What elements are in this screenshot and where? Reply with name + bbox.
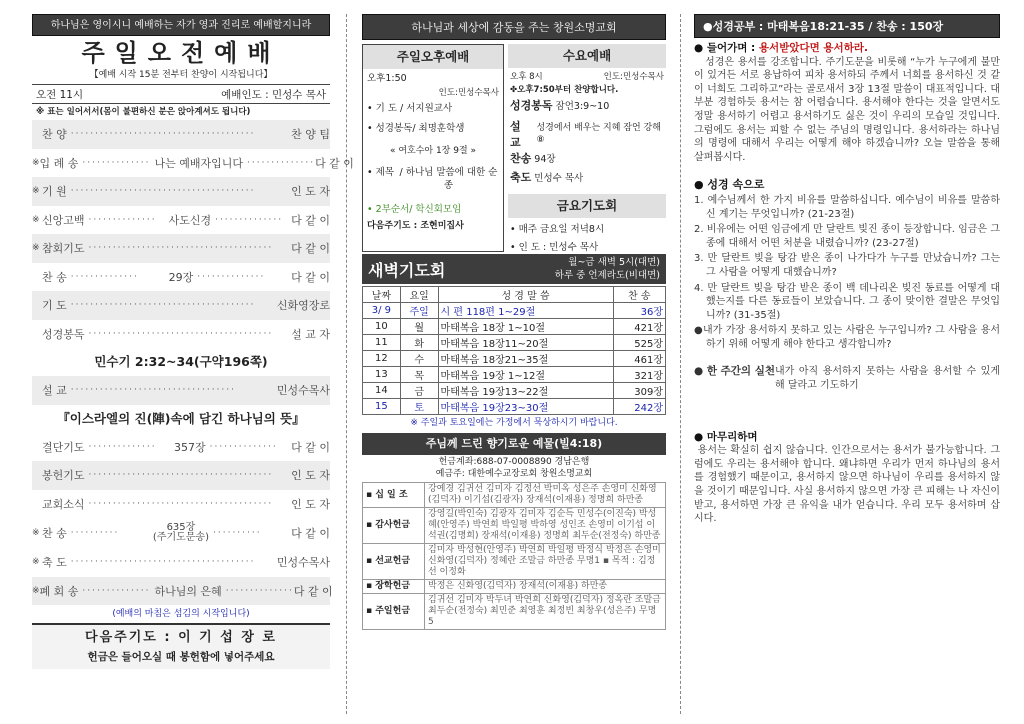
- schedule-cell: 시 편 118편 1~29절: [438, 303, 613, 319]
- question-list: [694, 194, 1000, 352]
- offering-type: ▪ 선교헌금: [363, 544, 425, 580]
- offering-row: [363, 508, 666, 544]
- friday-prayer-time: • 매주 금요일 저녁8시: [510, 224, 605, 235]
- order-list: [32, 120, 354, 348]
- order-label: 설 교: [42, 384, 67, 398]
- subtitle: 【예배 시작 15분 전부터 찬양이 시작됩니다】: [89, 70, 273, 80]
- service-info: [32, 84, 330, 104]
- schedule-cell: 마태복음 19장23~30절: [438, 399, 613, 415]
- order-value: 설 교 자: [291, 327, 330, 341]
- order-value: 다 같 이: [291, 242, 330, 256]
- schedule-header: 찬 송: [613, 287, 665, 303]
- offering-names: 김귀선 김미자 박두녀 박연희 신화영(김덕자) 정옥란 조말금 최두순(전정숙) 최민준 최영훈 최정빈 최창우(성은주) 무명5: [425, 594, 666, 630]
- leader-dots: ······································: [70, 557, 256, 568]
- order-row: ※ 폐 회 송 ·············· 하나님의 은혜 ·············· 다 같 이: [32, 577, 330, 606]
- account-holder: 예금주: 대한예수교장로회 창원소명교회: [435, 469, 593, 479]
- order-value: 다 같 이: [293, 584, 333, 598]
- scripture-reference: 민수기 2:32~34(구약196쪽): [94, 354, 268, 369]
- dawn-prayer-header: [362, 254, 666, 284]
- order-row: [32, 490, 330, 519]
- schedule-cell: 화: [400, 335, 438, 351]
- schedule-cell: 15: [363, 399, 401, 415]
- order-label: 결단기도: [42, 440, 85, 454]
- end-note: (예배의 마침은 섬김의 시작입니다): [112, 609, 250, 619]
- scripture-line: 성경봉독 잠언3:9~10: [510, 99, 610, 112]
- offering-title: 주님께 드린 향기로운 예물(빌4:18): [362, 433, 666, 455]
- leader-dots: ··········: [213, 528, 262, 538]
- order-value: 인 도 자: [291, 185, 330, 199]
- order-value: 인 도 자: [291, 469, 330, 483]
- order-value: 찬 양 팀: [291, 128, 330, 142]
- schedule-row: [363, 383, 666, 399]
- schedule-cell: 321장: [613, 367, 665, 383]
- service-leader: 예배인도 : 민성수 목사: [221, 89, 326, 101]
- wednesday-service: [508, 44, 666, 252]
- order-row: [32, 461, 330, 490]
- order-label: 찬 양: [42, 128, 67, 142]
- friday-prayer-leader: • 인 도 : 민성수 목사: [510, 242, 599, 253]
- schedule-header: 성 경 말 씀: [438, 287, 613, 303]
- order-value: 신화영장로: [276, 299, 330, 313]
- offering-type: ▪ 장학헌금: [363, 580, 425, 594]
- order-label: 교회소식: [42, 497, 85, 511]
- order-value: 인 도 자: [291, 497, 330, 511]
- service-leader: 인도:민성수목사: [603, 72, 664, 82]
- offering-row: [363, 544, 666, 580]
- offering-type: ▪ 감사헌금: [363, 508, 425, 544]
- order-row-hymn: ※ 찬 송 ·········· 635장 (주기도문송) ·········· 다 같 이: [32, 522, 331, 543]
- offering-row: [363, 580, 666, 594]
- leader-dots: ··············: [247, 157, 316, 168]
- study-question: ●내가 가장 용서하지 못하고 있는 사람은 누구입니까? 그 사람을 용서하기 위해 어떻게 해야 한다고 생각합니까?: [694, 325, 1000, 350]
- hymn-line: 찬송 94장: [510, 152, 556, 165]
- offering-names: 김미자 박성현(안영주) 박연희 박일평 박정식 박정은 손영미 신화영(김덕자) 정혜란 조말금 하만종 무명1 ▪ 목적 : 김정선 이정화: [425, 544, 666, 580]
- service-time: 오후 8시: [510, 72, 543, 82]
- service-leader: 인도:민성수목사: [438, 88, 499, 98]
- order-item: 사도신경: [168, 213, 212, 227]
- next-prayer: 다음주기도 : 조현미집사: [367, 221, 464, 231]
- intro-highlight: 용서받았다면 용서하라.: [758, 42, 868, 54]
- schedule-cell: 마태복음 19장13~22절: [438, 383, 613, 399]
- order-list-2: [32, 433, 330, 519]
- sunday-afternoon-service: [362, 44, 504, 252]
- schedule-cell: 13: [363, 367, 401, 383]
- closing-body: 용서는 확실히 쉽지 않습니다. 인간으로서는 용서가 불가능합니다. 그럼에도 우리는 용서해야 합니다. 왜냐하면 우리가 먼저 하나님의 용서를 경험했기 때문이고, 용서하지 않으면 하나님이 우리를 용서하지 않을 것이기 때문입니다. 사실 용서하지 않으면 가장 큰 피해는 나 자신이 받고, 용서하면 가장 큰 유익을 내가 얻습니다. 우리 모두 용서하며 삽시다.: [694, 445, 1004, 525]
- hymn-number: 635장: [166, 522, 196, 533]
- leader-dots: ··································: [70, 385, 237, 396]
- intro-section: [694, 42, 1004, 164]
- scripture-reference: « 여호수아 1장 9절 »: [389, 146, 477, 156]
- order-row: ※ 신앙고백 ·············· 사도신경 ·············· 다 같 이: [32, 213, 330, 227]
- schedule-cell: 461장: [613, 351, 665, 367]
- church-info-column: [362, 14, 666, 714]
- friday-prayer-title: 금요기도회: [508, 194, 666, 218]
- offering-note: 헌금은 들어오실 때 봉헌함에 넣어주세요: [87, 651, 275, 663]
- account-number: 헌금계좌:688-07-0008890 경남은행: [438, 457, 590, 467]
- leader-dots: ······································: [88, 470, 274, 481]
- church-banner: 하나님과 세상에 감동을 주는 창원소명교회: [362, 14, 666, 40]
- leader-dots: ··············: [82, 585, 151, 596]
- order-row: [32, 291, 330, 320]
- order-label: 폐 회 송: [39, 584, 79, 598]
- order-row: [32, 263, 330, 292]
- practice-body: 내가 아직 용서하지 못하는 사람을 용서할 수 있게 해 달라고 기도하기: [775, 366, 1000, 392]
- scripture-reader: • 성경봉독/ 최명훈학생: [367, 123, 465, 134]
- offering-row: [363, 594, 666, 630]
- leader-dots: ······································: [70, 129, 256, 140]
- prayer-leader: • 기 도 / 서지원교사: [367, 103, 453, 114]
- offering-type: ▪ 십 일 조: [363, 483, 425, 508]
- study-question: 2. 비유에는 어떤 임금에게 만 달란트 빚진 종이 등장합니다. 임금은 그 종에 대해서 어떤 처분을 내렸습니까? (23-27절): [694, 224, 1000, 249]
- order-row: [32, 320, 330, 349]
- schedule-row: [363, 319, 666, 335]
- leader-dots: ··············: [225, 585, 294, 596]
- dawn-schedule-table: [362, 286, 666, 415]
- schedule-cell: 수: [400, 351, 438, 367]
- order-item: 하나님의 은혜: [154, 584, 222, 598]
- leader-dots: ··············: [215, 214, 284, 225]
- order-row-sermon: [32, 376, 330, 405]
- schedule-cell: 월: [400, 319, 438, 335]
- schedule-cell: 11: [363, 335, 401, 351]
- schedule-cell: 3/ 9: [363, 303, 401, 319]
- schedule-cell: 242장: [613, 399, 665, 415]
- order-label: 기 원: [42, 185, 67, 199]
- order-list-3: [32, 548, 333, 605]
- offering-row: [363, 483, 666, 508]
- sermon-topic: • 제목 / 하나님 말씀에 대한 순종: [367, 167, 498, 191]
- order-value: 민성수목사: [276, 556, 330, 570]
- order-label: 기 도: [42, 299, 67, 313]
- schedule-cell: 주일: [400, 303, 438, 319]
- standing-note: ※ 표는 일어서서(몸이 불편하신 분은 앉아계셔도 됩니다): [36, 107, 251, 117]
- next-week-box: [32, 623, 330, 669]
- section-title: 수요예배: [508, 44, 666, 68]
- worship-start-note: ✤오후7:50부터 찬양합니다.: [510, 85, 619, 95]
- study-question: 3. 만 달란트 빚을 탕감 받은 종이 나가다가 누구를 만났습니까? 그는 그 사람을 어떻게 대했습니까?: [694, 253, 1000, 278]
- order-item: 29장: [168, 270, 194, 284]
- leader-dots: ··············: [88, 214, 157, 225]
- sermon-title: 『이스라엘의 진(陣)속에 담긴 하나님의 뜻』: [57, 410, 305, 426]
- sermon-line: 설교 성경에서 배우는 지혜 잠언 강해⑧: [510, 120, 661, 149]
- service-time: 오후1:50: [367, 73, 407, 84]
- intro-title: ● 들어가며 :: [694, 42, 759, 54]
- schedule-cell: 마태복음 18장21~35절: [438, 351, 613, 367]
- schedule-cell: 525장: [613, 335, 665, 351]
- page-title: 주일오전예배: [81, 39, 281, 67]
- offering-names: 박정은 신화영(김덕자) 장재석(이재용) 하만종: [425, 580, 666, 594]
- offering-type: ▪ 주일헌금: [363, 594, 425, 630]
- offering-names: 강영길(박인숙) 김광자 김미자 김순득 민성수(이진숙) 박성혜(안영주) 박연희 박일평 박하영 성인조 손영미 이기섭 이석권(김명희) 장재석(이재용) 정명희 최두순(전정숙) 하만종: [425, 508, 666, 544]
- scripture-section-title: ● 성경 속으로: [694, 178, 765, 192]
- order-value: 다 같 이: [291, 440, 331, 454]
- schedule-cell: 309장: [613, 383, 665, 399]
- order-label: 찬 송: [42, 270, 67, 284]
- order-value: 민성수목사: [276, 384, 330, 398]
- offering-account: [362, 456, 666, 480]
- order-row: [32, 120, 330, 149]
- scripture-banner: 하나님은 영이시니 예배하는 자가 영과 진리로 예배할지니라: [32, 14, 330, 36]
- dawn-prayer-online: 하루 중 언제라도(비대면): [554, 270, 660, 281]
- order-value: 다 같 이: [291, 527, 331, 540]
- schedule-cell: 금: [400, 383, 438, 399]
- order-value: 다 같 이: [291, 213, 330, 227]
- study-question: 1. 예수님께서 한 가지 비유를 말씀하십니다. 예수님이 비유를 말씀하신 계기는 무엇입니까? (21-23절): [694, 194, 1000, 220]
- dawn-prayer-title: 새벽기도회: [368, 260, 446, 280]
- order-label: 축 도: [42, 556, 67, 570]
- benediction-line: 축도 민성수 목사: [510, 171, 584, 184]
- leader-dots: ··············: [70, 271, 139, 282]
- leader-dots: ··············: [82, 157, 151, 168]
- schedule-row: [363, 367, 666, 383]
- closing-title: ● 마무리하며: [694, 430, 758, 443]
- order-label: 성경봉독: [42, 327, 85, 341]
- order-value: 다 같 이: [291, 270, 330, 284]
- offering-table: [362, 482, 666, 630]
- order-row: ※ 참회기도 ······································ 다 같 이: [32, 234, 330, 263]
- order-row: ※ 입 례 송 ·············· 나는 예배자입니다 ·············· 다 같 이: [32, 156, 354, 170]
- order-row: [32, 433, 330, 462]
- leader-dots: ······································: [70, 186, 256, 197]
- offering-names: 강예경 김귀선 김미자 김정선 박미옥 성은주 손영미 신화영(김덕자) 이기섭(김광자) 장재석(이재용) 정명희 하만종: [425, 483, 666, 508]
- hymn-note: (주기도문송): [152, 532, 209, 543]
- service-time: 오전 11시: [36, 89, 84, 101]
- schedule-row: [363, 303, 666, 319]
- schedule-cell: 마태복음 18장11~20절: [438, 335, 613, 351]
- next-prayer: 다음주기도 : 이 기 섭 장 로: [85, 630, 277, 645]
- order-label: 봉헌기도: [42, 469, 85, 483]
- scripture-section: [694, 178, 1000, 351]
- intro-body: 성경은 용서를 강조합니다. 주기도문을 비롯해 “누가 누구에게 불만이 있거든 서로 용납하여 피차 용서하되 주께서 너희를 용서하신 것 같이 너희도 그리하고”라는 골로새서 3장 13절 말씀이 대표적입니다. 대부분 경험하듯 용서는 참 어렵습니다. 용서해야 한다는 것을 알면서도 정말 용서하기 어렵고 용서하기도 싫은 것이 우리의 모습일 것입니다. 그럼에도 용서는 피할 수 없는 주님의 명령입니다. 용서하라는 하나님의 명령에 대해서 우리는 어떻게 해야 하겠습니까? 오늘 말씀을 통해 살펴봅시다.: [694, 56, 1004, 163]
- leader-dots: ··············: [88, 441, 157, 452]
- leader-dots: ··············: [209, 441, 278, 452]
- schedule-header: 요일: [400, 287, 438, 303]
- order-label: 입 례 송: [39, 156, 79, 170]
- schedule-cell: 14: [363, 383, 401, 399]
- section-title: 주일오후예배: [363, 45, 503, 69]
- order-row: ※ 기 원 ······································ 인 도 자: [32, 177, 330, 206]
- order-item: 357장: [174, 440, 206, 454]
- schedule-cell: 토: [400, 399, 438, 415]
- schedule-cell: 421장: [613, 319, 665, 335]
- order-label: 참회기도: [42, 242, 85, 256]
- order-label: 신앙고백: [42, 213, 85, 227]
- order-label: 찬 송: [42, 527, 67, 540]
- leader-dots: ······································: [88, 328, 274, 339]
- practice-title: ● 한 주간의 실천: [694, 365, 775, 378]
- second-part-note: • 2부순서/ 학신회모임: [367, 204, 462, 215]
- schedule-cell: 36장: [613, 303, 665, 319]
- leader-dots: ··············: [197, 271, 266, 282]
- closing-section: [694, 430, 1004, 526]
- bible-study-column: [694, 14, 1004, 714]
- order-item: 나는 예배자입니다: [154, 156, 243, 170]
- schedule-header: 날짜: [363, 287, 401, 303]
- leader-dots: ··········: [70, 528, 120, 538]
- morning-service-column: [32, 14, 354, 714]
- schedule-cell: 12: [363, 351, 401, 367]
- practice-section: [694, 365, 1000, 392]
- services-box: [362, 44, 666, 252]
- order-row: ※ 축 도 ······································ 민성수목사: [32, 556, 330, 570]
- schedule-cell: 목: [400, 367, 438, 383]
- leader-dots: ······································: [88, 243, 274, 254]
- schedule-row: [363, 351, 666, 367]
- bible-study-header: ●성경공부 : 마태복음18:21-35 / 찬송 : 150장: [694, 14, 1000, 38]
- order-value: 다 같 이: [315, 156, 354, 170]
- leader-dots: ······································: [70, 300, 256, 311]
- schedule-row: [363, 399, 666, 415]
- schedule-row: [363, 335, 666, 351]
- schedule-cell: 10: [363, 319, 401, 335]
- schedule-note: ※ 주일과 토요일에는 가정에서 묵상하시기 바랍니다.: [410, 418, 618, 428]
- leader-dots: ······································: [88, 498, 274, 509]
- study-question: 4. 만 달란트 빚을 탕감 받은 종이 백 데나리온 빚진 동료를 어떻게 대했는지를 다른 동료들이 보았습니다. 그 종이 맞이한 결말은 무엇입니까? (31-35절): [694, 282, 1000, 321]
- schedule-cell: 마태복음 18장 1~10절: [438, 319, 613, 335]
- schedule-cell: 마태복음 19장 1~12절: [438, 367, 613, 383]
- dawn-prayer-time: 월~금 새벽 5시(대면): [568, 257, 660, 268]
